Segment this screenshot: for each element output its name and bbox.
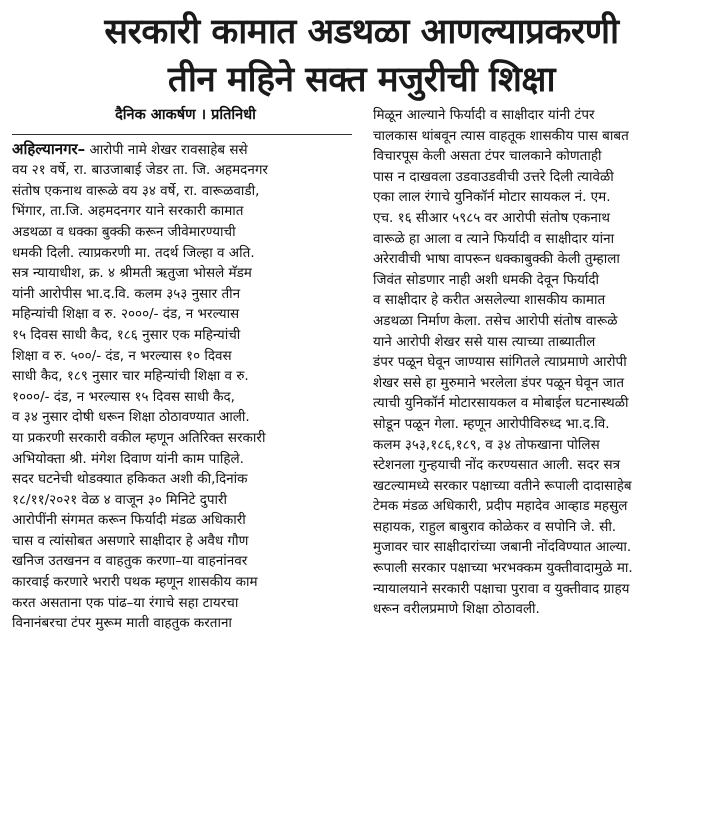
body-line: कलम ३५३,१८६,१८९, व ३४ तोफखाना पोलिस	[372, 436, 600, 453]
body-line: आरोपींनी संगमत करून फिर्यादी मंडळ अधिकारी	[12, 512, 246, 529]
body-line: व साक्षीदार हे करीत असलेल्या शासकीय कामात	[372, 292, 606, 309]
right-column-text	[373, 105, 712, 620]
body-line: यांनी आरोपीस भा.द.वि. कलम ३५३ नुसार तीन	[12, 285, 241, 302]
body-line: जिवंत सोडणार नाही अशी धमकी देवून फिर्यादी	[372, 271, 600, 288]
body-line: स्टेशनला गुन्हयाची नोंद करण्यसात आली. सदर सत्र	[372, 457, 621, 474]
body-line: विनानंबरचा टंपर मुरूम माती वाहतुक करताना	[12, 615, 232, 632]
body-line: अडथळा निर्माण केला. तसेच आरोपी संतोष वारूळे	[372, 312, 618, 329]
dateline: अहिल्यानगर–	[12, 139, 86, 158]
body-line: अभियोक्ता श्री. मंगेश दिवाण यांनी काम पाहिले.	[12, 450, 244, 467]
body-line: खटल्यामध्ये सरकार पक्षाच्या वतीने रूपाली दादासाहेब	[372, 477, 632, 494]
body-line: चास व त्यांसोबत असणारे साक्षीदार हे अवैध गौण	[12, 532, 249, 549]
body-line: साधी कैद, १८९ नुसार चार महिन्यांची शिक्षा व रु.	[12, 368, 249, 385]
headline-line-2: तीन महिने सक्त मजुरीची शिक्षा	[167, 60, 556, 100]
body-line: १५ दिवस साधी कैद, १८६ नुसार एक महिन्यांची	[12, 326, 241, 343]
body-line: सदर घटनेची थोडक्यात हकिकत अशी की,दिनांक	[12, 471, 248, 488]
body-line: एका लाल रंगाचे युनिकॉर्न मोटार सायकल नं. एम.	[372, 189, 611, 206]
body-line-text: आरोपी नामे शेखर रावसाहेब ससे	[85, 141, 248, 158]
body-line: कारवाई करणारे भरारी पथक म्हणून शासकीय काम	[12, 574, 258, 591]
body-line: डंपर पळून घेवून जाण्यास सांगितले त्याप्रमाणे आरोपी	[372, 354, 627, 371]
body-line: सहायक, राहुल बाबुराव कोळेकर व सपोनि जे. सी.	[372, 518, 617, 535]
body-line: रूपाली सरकार पक्षाच्या भरभक्कम युक्तीवादामुळे मा.	[372, 560, 633, 577]
body-line: या प्रकरणी सरकारी वकील म्हणून अतिरिक्त सरकारी	[12, 429, 266, 446]
body-line: न्यायालयाने सरकारी पक्षाचा पुरावा व युक्तीवाद ग्राहय	[372, 580, 630, 597]
body-line: १०००/- दंड, न भरल्यास १५ दिवस साधी कैद,	[12, 388, 235, 405]
body-line: याने आरोपी शेखर ससे यास त्याच्या ताब्यातील	[372, 333, 596, 350]
body-line: चालकास थांबवून त्यास वाहतूक शासकीय पास बाबत	[372, 127, 629, 144]
headline-line-1: सरकारी कामात अडथळा आणल्याप्रकरणी	[104, 12, 619, 52]
body-line: पास न दाखवला उडवाउडवीची उत्तरे दिली त्यावेळी	[372, 168, 614, 185]
body-line: अरेरावीची भाषा वापरून धक्काबुक्की केली तुम्हाला	[372, 251, 620, 268]
body-line: खनिज उतखनन व वाहतुक करणा–या वाहनांनवर	[12, 553, 248, 570]
body-line: वारूळे हा आला व त्याने फिर्यादी व साक्षीदार यांना	[372, 230, 615, 247]
body-line: भिंगार, ता.जि. अहमदनगर याने सरकारी कामात	[12, 203, 244, 220]
body-line: शिक्षा व रु. ५००/- दंड, न भरल्यास १० दिवस	[12, 347, 232, 364]
body-line: अडथळा व धक्का बुक्की करून जीवेमारण्याची	[12, 223, 236, 240]
body-line: धमकी दिली. त्याप्रकरणी मा. तदर्थ जिल्हा व अति.	[12, 244, 255, 261]
body-line: वय २१ वर्षे, रा. बाउजाबाई जेडर ता. जि. अहमदनगर	[12, 162, 268, 179]
body-line: विचारपूस केली असता टंपर चालकाने कोणताही	[372, 148, 602, 165]
body-line	[12, 139, 359, 161]
body-line: शेखर ससे हा मुरुमाने भरलेला डंपर पळून घेवून जात	[372, 374, 625, 391]
body-line: संतोष एकनाथ वारूळे वय ३४ वर्षे, रा. वारूळवाडी,	[12, 182, 260, 199]
byline-divider	[12, 134, 352, 135]
body-line: सोडून पळून गेला. म्हणून आरोपीविरुध्द भा.द.वि.	[372, 415, 610, 432]
body-line: करत असताना एक पांढ–या रंगाचे सहा टायरचा	[12, 594, 239, 611]
body-line: त्याची युनिकॉर्न मोटारसायकल व मोबाईल घटनास्थळी	[372, 395, 629, 412]
body-line: टेमक मंडळ अधिकारी, प्रदीप महादेव आव्हाड महसुल	[372, 498, 628, 515]
body-line: एच. १६ सीआर ५९८५ वर आरोपी संतोष एकनाथ	[372, 209, 610, 226]
body-line: धरून वरीलप्रमाणे शिक्षा ठोठावली.	[372, 601, 540, 618]
body-line: १८/११/२०२१ वेळ ४ वाजून ३० मिनिटे दुपारी	[12, 491, 228, 508]
body-line: मुजावर चार साक्षीदारांच्या जबानी नोंदविण्यात आल्या.	[372, 539, 632, 556]
byline: दैनिक आकर्षण । प्रतिनिधी	[115, 107, 256, 123]
body-line: व ३४ नुसार दोषी धरून शिक्षा ठोठावण्यात आली.	[12, 409, 250, 426]
left-column-text	[12, 139, 359, 634]
body-line: महिन्यांची शिक्षा व रु. २०००/- दंड, न भरल्यास	[12, 306, 240, 323]
headline	[12, 8, 711, 104]
article-body	[12, 105, 712, 634]
left-column	[12, 105, 359, 634]
right-column	[359, 105, 712, 634]
body-line: मिळून आल्याने फिर्यादी व साक्षीदार यांनी टंपर	[372, 107, 595, 123]
body-line: सत्र न्यायाधीश, क्र. ४ श्रीमती ऋतुजा भोसले मॅडम	[12, 265, 252, 282]
